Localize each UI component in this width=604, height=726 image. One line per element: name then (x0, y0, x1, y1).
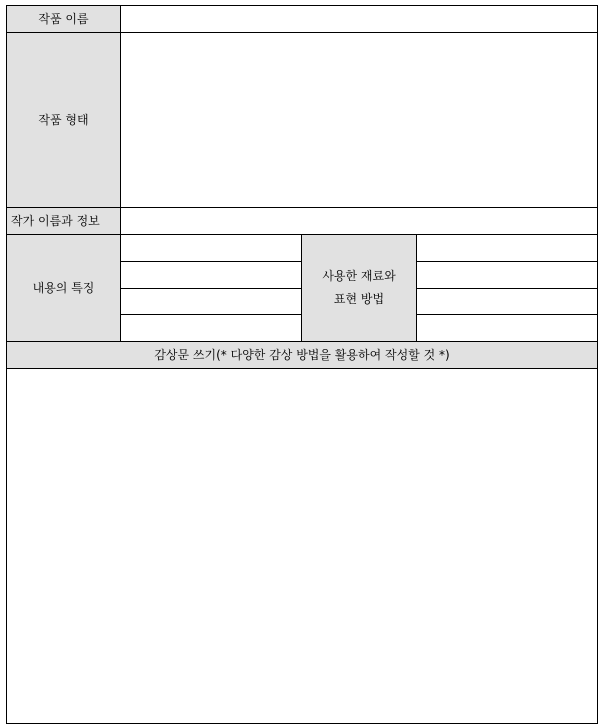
work-form-label: 작품 형태 (7, 33, 121, 208)
artist-info-label: 작가 이름과 정보 (7, 208, 121, 235)
appreciation-worksheet-table (6, 5, 598, 724)
content-features-field-1[interactable] (121, 235, 302, 262)
materials-label-line1: 사용한 재료와 (322, 269, 396, 283)
content-features-label: 내용의 특징 (7, 235, 121, 342)
content-features-field-2[interactable] (121, 262, 302, 289)
materials-field-3[interactable] (417, 289, 598, 315)
materials-label-line2: 표현 방법 (333, 292, 385, 306)
work-form-field[interactable] (121, 33, 598, 208)
work-name-label: 작품 이름 (7, 6, 121, 33)
artist-info-field[interactable] (121, 208, 598, 235)
review-label: 감상문 쓰기(* 다양한 감상 방법을 활용하여 작성할 것 *) (7, 342, 598, 369)
materials-field-1[interactable] (417, 235, 598, 262)
content-features-field-4[interactable] (121, 315, 302, 342)
content-features-field-3[interactable] (121, 289, 302, 315)
materials-label (302, 235, 417, 342)
materials-field-4[interactable] (417, 315, 598, 342)
work-name-field[interactable] (121, 6, 598, 33)
materials-field-2[interactable] (417, 262, 598, 289)
review-writing-field[interactable] (7, 369, 598, 724)
